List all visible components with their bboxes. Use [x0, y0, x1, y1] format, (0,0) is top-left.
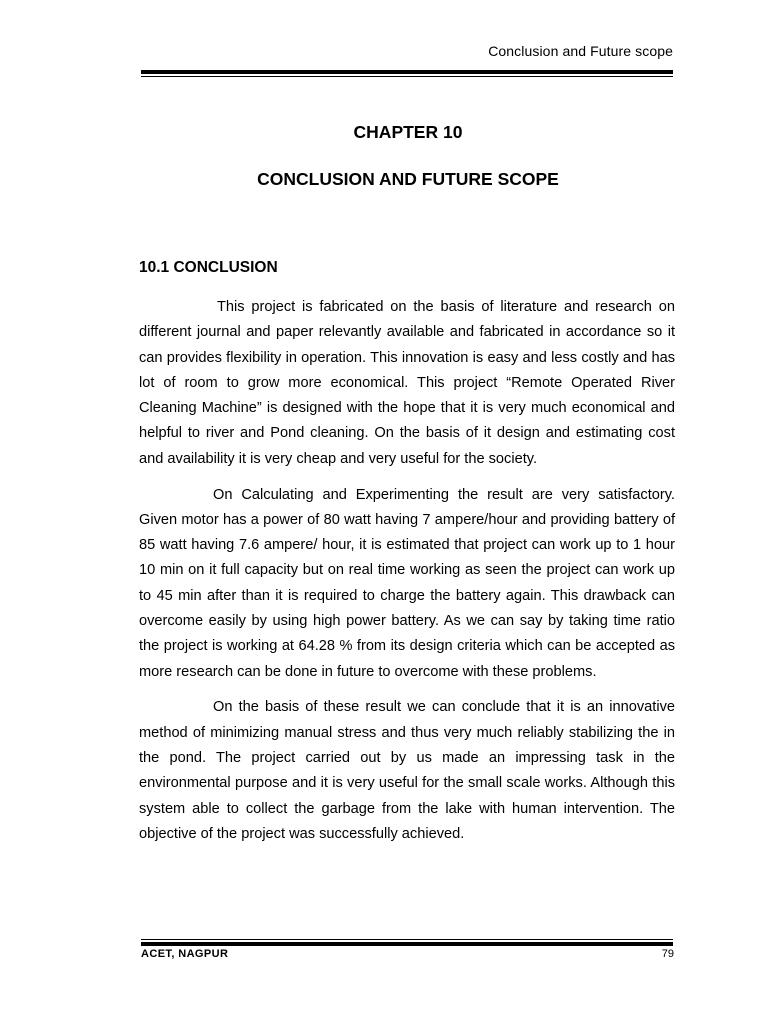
- chapter-number: CHAPTER 10: [353, 122, 463, 142]
- footer-rule-thick: [141, 942, 673, 946]
- chapter-title: CONCLUSION AND FUTURE SCOPE: [257, 169, 559, 189]
- running-header: Conclusion and Future scope: [488, 43, 673, 59]
- body-text: [139, 295, 675, 858]
- header-rule-thick: [141, 70, 673, 74]
- paragraph-3: On the basis of these result we can conclude that it is an innovative method of minimizing manual stress and thus very much reliably stabilizing the in the pond. The project carried out by us made an impressing task in the environmental purpose and it is very useful for the small scale works. Although this system able to collect the garbage from the lake with human intervention. The objective of the project was successfully achieved.: [139, 699, 675, 842]
- header-rule-thin: [141, 76, 673, 77]
- paragraph-1: This project is fabricated on the basis of literature and research on different journal and paper relevantly available and fabricated in accordance so it can provides flexibility in operation. This innovation is easy and less costly and has lot of room to grow more economical. This project “Remote Operated River Cleaning Machine” is designed with the hope that it is very much economical and helpful to river and Pond cleaning. On the basis of it design and estimating cost and availability it is very cheap and very useful for the society.: [139, 299, 675, 467]
- footer-rule-thin: [141, 939, 673, 940]
- paragraph-2: On Calculating and Experimenting the result are very satisfactory. Given motor has a power of 80 watt having 7 ampere/hour and providing battery of 85 watt having 7.6 ampere/ hour, it is estimated that project can work up to 1 hour 10 min on it full capacity but on real time working as seen the project can work up to 45 min after than it is required to charge the battery again. This drawback can overcome easily by using high power battery. As we can say by taking time ratio the project is working at 64.28 % from its design criteria which can be accepted as more research can be done in future to overcome with these problems.: [139, 486, 675, 680]
- page-number: 79: [661, 948, 674, 960]
- section-heading: 10.1 CONCLUSION: [139, 259, 278, 276]
- footer-institution: ACET, NAGPUR: [141, 948, 229, 960]
